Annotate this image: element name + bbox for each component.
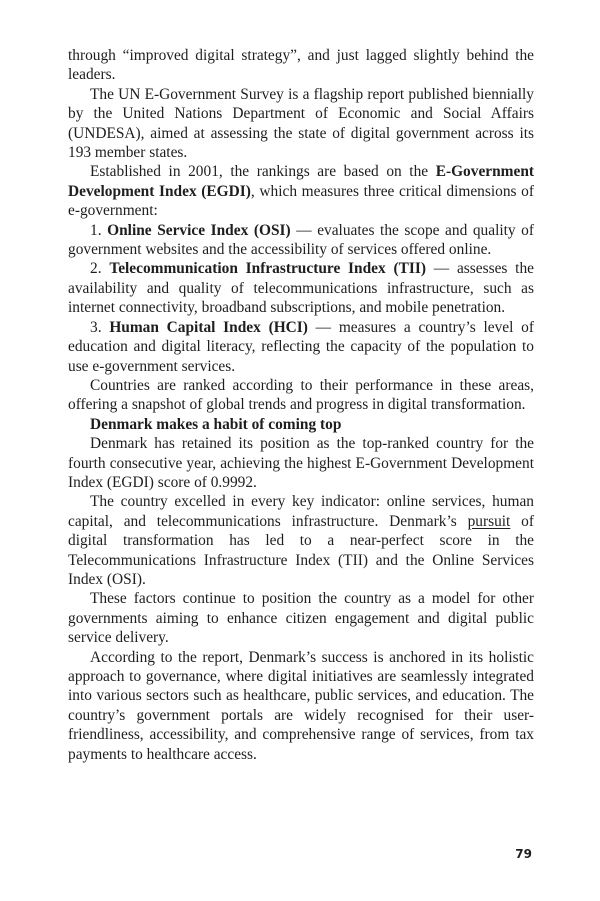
paragraph-continuation (68, 46, 534, 85)
underlined-word: pursuit (467, 512, 511, 530)
list-item-term: Human Capital Index (HCI) (109, 318, 308, 336)
paragraph-text: Countries are ranked according to their performance in these areas, offering a snapshot of global trends and progress in digital transformation. (68, 376, 534, 414)
paragraph-denmark-indicators (68, 492, 534, 589)
list-item-number: 1. (90, 221, 102, 239)
list-item-number: 2. (90, 260, 102, 278)
list-item (68, 259, 534, 317)
list-item-description: — evaluates the scope and quality of government websites and the accessibility of services offered online. (68, 221, 535, 259)
list-item-term: Telecommunication Infrastructure Index (TII) (109, 260, 426, 278)
paragraph-text: , which measures three critical dimensions of e-government: (68, 182, 534, 220)
list-item-term: Online Service Index (OSI) (107, 221, 291, 239)
paragraph-text: These factors continue to position the country as a model for other governments aiming to enhance citizen engagement and digital public service delivery. (68, 590, 534, 647)
paragraph-egdi (68, 162, 534, 220)
page-number: 79 (515, 847, 532, 861)
paragraph-text: Denmark has retained its position as the top-ranked country for the fourth consecutive year, achieving the highest E-Government Development Index (EGDI) score of 0.9992. (68, 435, 534, 491)
paragraph-rankings (68, 376, 534, 415)
section-heading: Denmark makes a habit of coming top (90, 415, 342, 433)
list-item (68, 221, 534, 260)
paragraph-un-survey (68, 85, 534, 163)
paragraph-text: of digital transformation has led to a near-perfect score in the Telecommunications Infrastructure Index (TII) and the Online Services Index (OSI). (68, 512, 534, 588)
egdi-term: E-Government Development Index (EGDI) (68, 163, 534, 200)
page-body (68, 46, 534, 764)
paragraph-text: Established in 2001, the rankings are based on the (90, 163, 436, 181)
paragraph-text: The country excelled in every key indicator: online services, human capital, and telecommunications infrastructure. Denmark’s (68, 493, 534, 530)
list-item-description: — assesses the availability and quality of telecommunications infrastructure, such as internet connectivity, broadband subscriptions, and mobile penetration. (68, 260, 534, 317)
paragraph-denmark-top (68, 434, 534, 492)
paragraph-text: The UN E-Government Survey is a flagship report published biennially by the United Nations Department of Economic and Social Affairs (UNDESA), aimed at assessing the state of digital government across its 193 member states. (68, 85, 534, 162)
list-item-description: — measures a country’s level of education and digital literacy, reflecting the capacity of the population to use e-government services. (68, 318, 534, 375)
list-item (68, 318, 534, 376)
list-item-number: 3. (90, 318, 102, 336)
paragraph-text: According to the report, Denmark’s success is anchored in its holistic approach to governance, where digital initiatives are seamlessly integrated into various sectors such as healthcare, public services, and education. The country’s government portals are widely recognised for their user-friendliness, accessibility, and comprehensive range of services, from tax payments to healthcare access. (68, 648, 534, 763)
paragraph-holistic (68, 648, 534, 764)
paragraph-model (68, 589, 534, 647)
paragraph-text: through “improved digital strategy”, and just lagged slightly behind the leaders. (68, 47, 534, 84)
